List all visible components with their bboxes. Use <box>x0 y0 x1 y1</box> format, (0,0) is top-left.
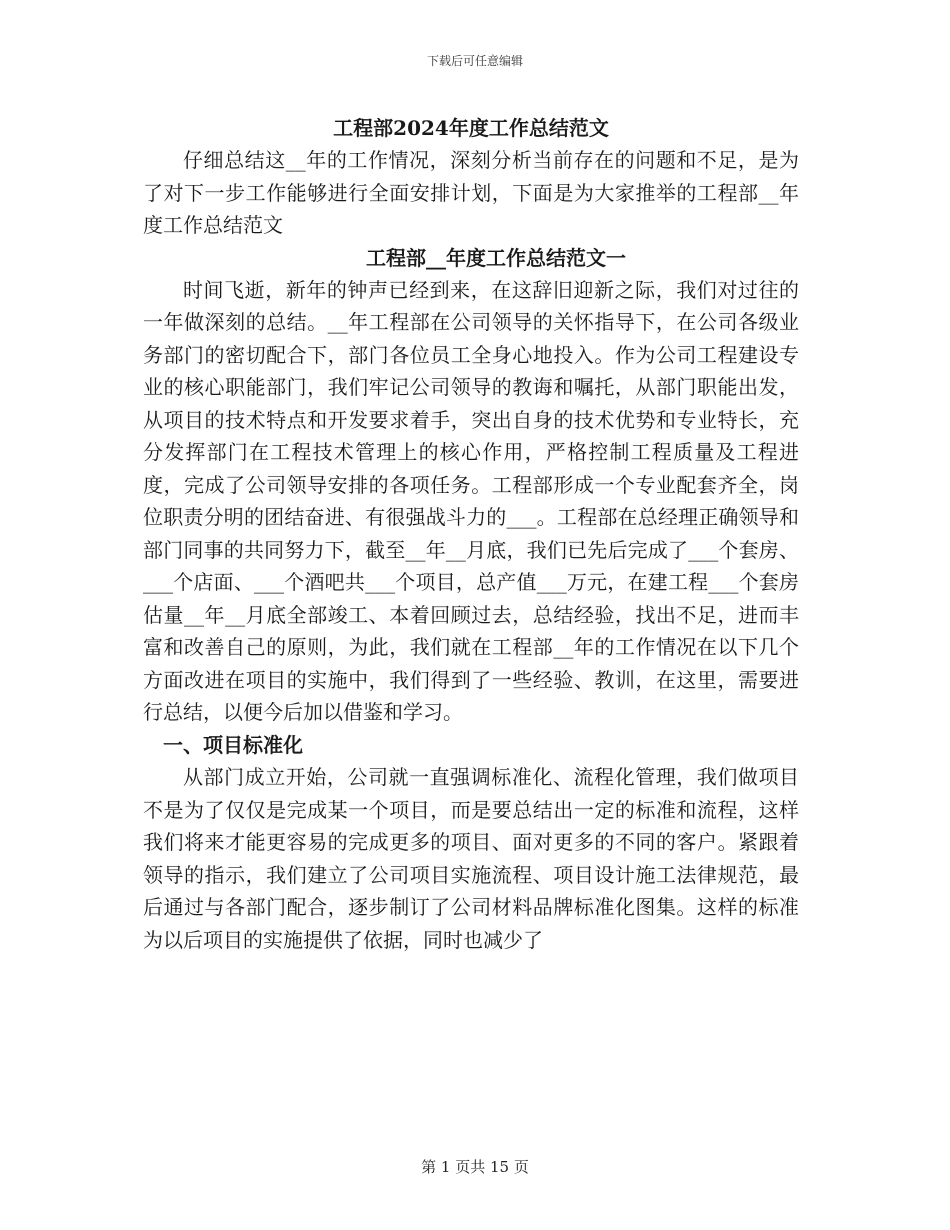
sub-heading: 一、项目标准化 <box>163 732 303 757</box>
page-number: 第 1 页共 15 页 <box>421 1158 529 1176</box>
intro-paragraph: 仔细总结这__年的工作情况，深刻分析当前存在的问题和不足，是为了对下一步工作能够进行全面安排计划，下面是为大家推举的工程部__年度工作总结范文 <box>143 148 799 237</box>
section-title: 工程部__年度工作总结范文一 <box>366 245 626 270</box>
document-body <box>143 112 799 956</box>
sub-heading-paragraph: 从部门成立开始，公司就一直强调标准化、流程化管理，我们做项目不是为了仅仅是完成某一个项目，而是要总结出一定的标准和流程，这样我们将来才能更容易的完成更多的项目、面对更多的不同的客户。紧跟着领导的指示，我们建立了公司项目实施流程、项目设计施工法律规范，最后通过与各部门配合，逐步制订了公司材料品牌标准化图集。这样的标准为以后项目的实施提供了依据，同时也减少了 <box>143 765 799 952</box>
document-title: 工程部2024年度工作总结范文 <box>333 116 609 140</box>
page-header-note: 下载后可任意编辑 <box>426 54 523 68</box>
section-paragraph: 时间飞逝，新年的钟声已经到来，在这辞旧迎新之际，我们对过往的一年做深刻的总结。__年工程部在公司领导的关怀指导下，在公司各级业务部门的密切配合下，部门各位员工全身心地投入。作为公司工程建设专业的核心职能部门，我们牢记公司领导的教诲和嘱托，从部门职能出发，从项目的技术特点和开发要求着手，突出自身的技术优势和专业特长，充分发挥部门在工程技术管理上的核心作用，严格控制工程质量及工程进度，完成了公司领导安排的各项任务。工程部形成一个专业配套齐全，岗位职责分明的团结奋进、有很强战斗力的___。工程部在总经理正确领导和部门同事的共同努力下，截至__年__月底，我们已先后完成了___个套房、___个店面、___个酒吧共___个项目，总产值___万元，在建工程___个套房估量__年__月底全部竣工、本着回顾过去，总结经验，找出不足，进而丰富和改善自己的原则，为此，我们就在工程部__年的工作情况在以下几个方面改进在项目的实施中，我们得到了一些经验、教训，在这里，需要进行总结，以便今后加以借鉴和学习。 <box>143 277 799 724</box>
